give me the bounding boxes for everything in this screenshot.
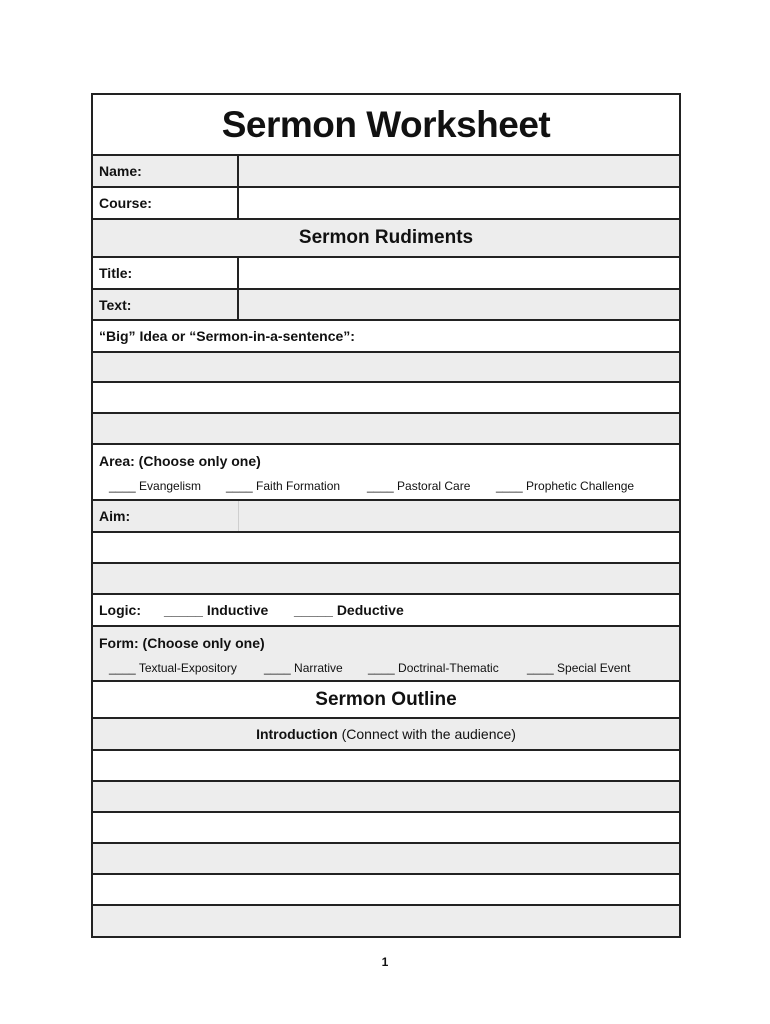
rudiments-heading-row [93, 220, 679, 258]
title-label: Title: [93, 258, 239, 288]
logic-option-inductive[interactable]: _____ Inductive [164, 602, 269, 618]
course-label: Course: [93, 188, 239, 218]
text-field-row [93, 290, 679, 321]
form-heading: Form: (Choose only one) [99, 635, 265, 651]
area-options [99, 479, 679, 493]
aim-row [93, 501, 679, 533]
outline-heading: Sermon Outline [315, 688, 457, 710]
introduction-row [93, 719, 679, 751]
outline-line-6[interactable] [93, 906, 679, 936]
big-idea-line-1[interactable] [93, 353, 679, 383]
form-row [93, 627, 679, 682]
aim-field[interactable] [239, 501, 679, 531]
big-idea-row [93, 321, 679, 353]
aim-line-2[interactable] [93, 564, 679, 595]
worksheet-title: Sermon Worksheet [221, 103, 551, 145]
name-row [93, 156, 679, 188]
text-label: Text: [93, 290, 239, 319]
form-option-doctrinal-thematic[interactable]: ____ Doctrinal-Thematic [368, 661, 499, 675]
name-field[interactable] [239, 156, 679, 186]
text-field[interactable] [239, 290, 679, 319]
title-field-row [93, 258, 679, 290]
area-heading: Area: (Choose only one) [99, 453, 261, 469]
logic-label: Logic: [99, 602, 141, 618]
area-option-pastoral-care[interactable]: ____ Pastoral Care [367, 479, 471, 493]
form-options [99, 661, 679, 675]
outline-line-2[interactable] [93, 782, 679, 813]
outline-line-1[interactable] [93, 751, 679, 782]
worksheet-table [91, 93, 681, 938]
worksheet-title-row [93, 95, 679, 156]
form-option-narrative[interactable]: ____ Narrative [264, 661, 343, 675]
aim-line-1[interactable] [93, 533, 679, 564]
rudiments-heading: Sermon Rudiments [298, 227, 474, 248]
big-idea-line-3[interactable] [93, 414, 679, 445]
area-option-faith-formation[interactable]: ____ Faith Formation [226, 479, 341, 493]
introduction-note: (Connect with the audience) [341, 726, 516, 742]
outline-heading-row [93, 682, 679, 719]
course-field[interactable] [239, 188, 679, 218]
logic-option-deductive[interactable]: _____ Deductive [294, 602, 404, 618]
course-row [93, 188, 679, 220]
name-label: Name: [93, 156, 239, 186]
title-field[interactable] [239, 258, 679, 288]
big-idea-line-2[interactable] [93, 383, 679, 414]
area-row [93, 445, 679, 501]
outline-line-5[interactable] [93, 875, 679, 906]
outline-line-3[interactable] [93, 813, 679, 844]
big-idea-label: “Big” Idea or “Sermon-in-a-sentence”: [99, 328, 355, 344]
area-option-evangelism[interactable]: ____ Evangelism [109, 479, 202, 493]
page-number: 1 [381, 955, 389, 969]
form-option-textual-expository[interactable]: ____ Textual-Expository [109, 661, 237, 675]
form-option-special-event[interactable]: ____ Special Event [527, 661, 631, 675]
aim-label: Aim: [93, 501, 239, 531]
logic-row [93, 595, 679, 627]
area-option-prophetic-challenge[interactable]: ____ Prophetic Challenge [496, 479, 635, 493]
introduction-label: Introduction [256, 726, 338, 742]
outline-line-4[interactable] [93, 844, 679, 875]
